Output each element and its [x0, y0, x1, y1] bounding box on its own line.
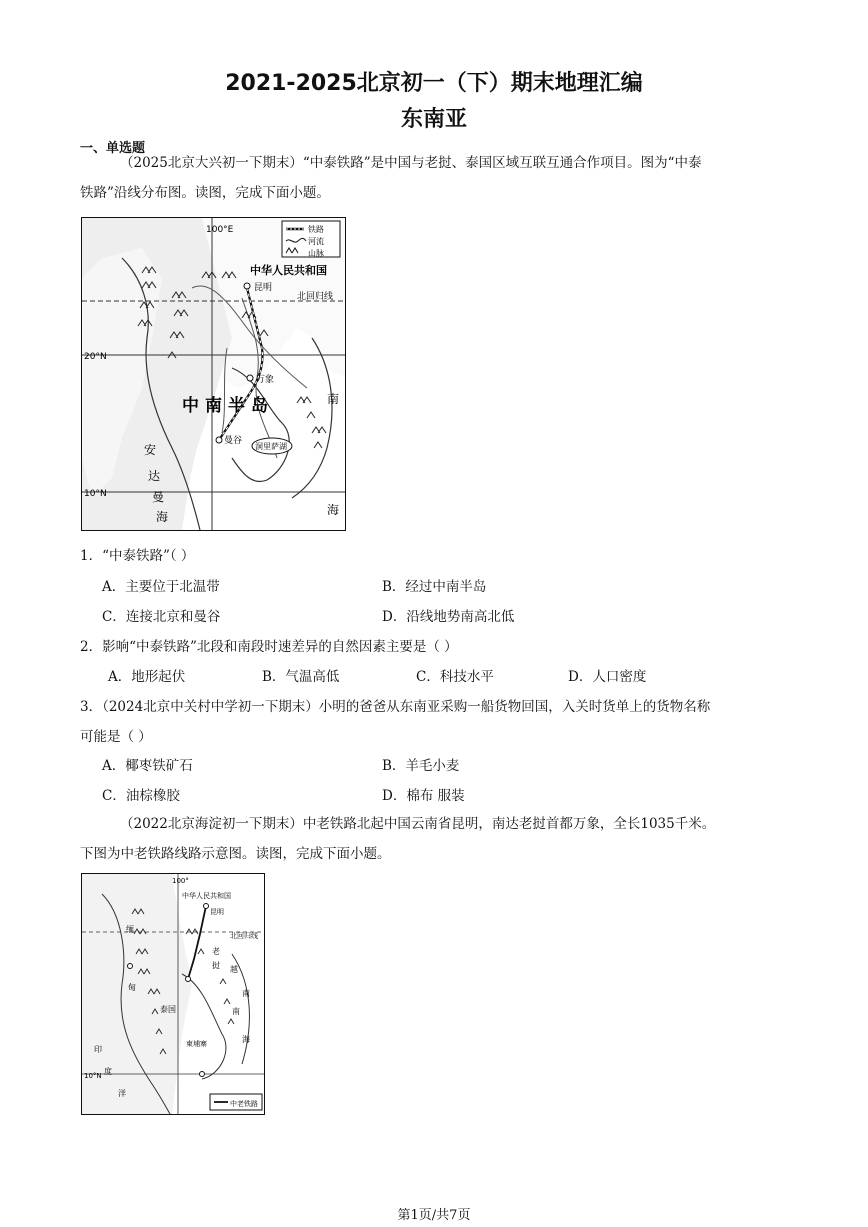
svg-text:度: 度	[104, 1067, 112, 1076]
svg-text:洋: 洋	[118, 1089, 126, 1098]
sea-left-4: 海	[156, 510, 169, 524]
question-1-stem: 1．“中泰铁路”（ ）	[80, 548, 195, 564]
legend-railway: 铁路	[308, 225, 324, 234]
map2-kunming-label: 昆明	[210, 908, 224, 916]
svg-text:老: 老	[212, 947, 220, 956]
q1-option-b[interactable]: B．经过中南半岛	[382, 579, 487, 595]
svg-text:泰国: 泰国	[160, 1005, 176, 1014]
q2-option-d[interactable]: D．人口密度	[568, 669, 647, 685]
q3-option-d[interactable]: D．棉布 服装	[382, 788, 465, 804]
question-3-stem-line2: 可能是（ ）	[80, 729, 152, 745]
svg-text:印: 印	[94, 1045, 102, 1054]
svg-text:挝: 挝	[212, 961, 220, 970]
q1-option-a[interactable]: A．主要位于北温带	[102, 579, 220, 595]
sea-left-1: 安	[144, 443, 157, 457]
q2-option-c[interactable]: C．科技水平	[416, 669, 494, 685]
lake-label: 洞里萨湖	[255, 442, 287, 451]
svg-text:南: 南	[232, 1007, 240, 1016]
page-title: 2021-2025北京初一（下）期末地理汇编	[225, 71, 643, 96]
peninsula-label: 中南半岛	[182, 396, 274, 416]
q2-option-a[interactable]: A．地形起伏	[108, 669, 186, 685]
sea-right-2: 海	[327, 503, 340, 517]
legend-mountain: 山脉	[308, 249, 324, 258]
vientiane-label: 万象	[256, 375, 275, 385]
question-2-stem: 2．影响“中泰铁路”北段和南段时速差异的自然因素主要是（ ）	[80, 639, 458, 655]
q1-option-c[interactable]: C．连接北京和曼谷	[102, 609, 221, 625]
map2-china-label: 中华人民共和国	[182, 892, 231, 900]
svg-text:甸: 甸	[128, 983, 136, 992]
page-footer: 第1页/共7页	[397, 1208, 471, 1223]
map2-tropic-label: 北回归线	[230, 932, 258, 940]
sea-left-3: 曼	[152, 490, 165, 504]
q3-option-c[interactable]: C．油棕橡胶	[102, 788, 180, 804]
bangkok-label: 曼谷	[224, 436, 243, 446]
sea-left-2: 达	[148, 469, 161, 483]
tropic-label: 北回归线	[297, 292, 334, 302]
intro2-line2: 下图为中老铁路线路示意图。读图，完成下面小题。	[80, 846, 391, 862]
china-label: 中华人民共和国	[250, 264, 327, 277]
lat10-label: 10°N	[84, 489, 107, 499]
meridian-label: 100°E	[206, 225, 234, 235]
zhonglao-railway-line	[188, 906, 206, 979]
q3-option-a[interactable]: A．椰枣铁矿石	[102, 758, 193, 774]
svg-text:海: 海	[242, 1035, 250, 1044]
zhongtai-map-svg	[82, 218, 345, 530]
svg-text:缅: 缅	[126, 925, 134, 934]
legend-river: 河流	[308, 237, 324, 246]
kunming-dot	[244, 283, 250, 289]
svg-text:越: 越	[230, 965, 238, 974]
map2-meridian-label: 100°	[172, 877, 189, 885]
zhongtai-railway-map	[81, 217, 346, 531]
intro1-line2: 铁路”沿线分布图。读图，完成下面小题。	[80, 185, 330, 201]
svg-text:南: 南	[242, 989, 250, 998]
bangkok-dot	[216, 437, 222, 443]
map2-lat10-label: 10°N	[84, 1072, 102, 1080]
lat20-label: 20°N	[84, 352, 107, 362]
intro1-line1: （2025北京大兴初一下期末）“中泰铁路”是中国与老挝、泰国区域互联互通合作项目。图为“中泰	[120, 155, 702, 171]
page-subtitle: 东南亚	[400, 107, 467, 132]
section-heading: 一、单选题	[80, 141, 146, 156]
q1-option-d[interactable]: D．沿线地势南高北低	[382, 609, 515, 625]
china-laos-railway-map	[81, 873, 265, 1115]
intro2-line1: （2022北京海淀初一下期末）中老铁路北起中国云南省昆明，南达老挝首都万象，全长1035千米。	[120, 816, 716, 832]
q3-option-b[interactable]: B．羊毛小麦	[382, 758, 460, 774]
q2-option-b[interactable]: B．气温高低	[262, 669, 340, 685]
map2-legend-label: 中老铁路	[230, 1100, 258, 1108]
vientiane-dot	[247, 375, 253, 381]
svg-text:柬埔寨: 柬埔寨	[186, 1040, 207, 1048]
zhonglao-map-svg	[82, 874, 264, 1114]
kunming-label: 昆明	[254, 283, 273, 293]
sea-right-1: 南	[327, 392, 340, 406]
question-3-stem-line1: 3．（2024北京中关村中学初一下期末）小明的爸爸从东南亚采购一船货物回国，入关时货单上的货物名称	[80, 699, 711, 715]
